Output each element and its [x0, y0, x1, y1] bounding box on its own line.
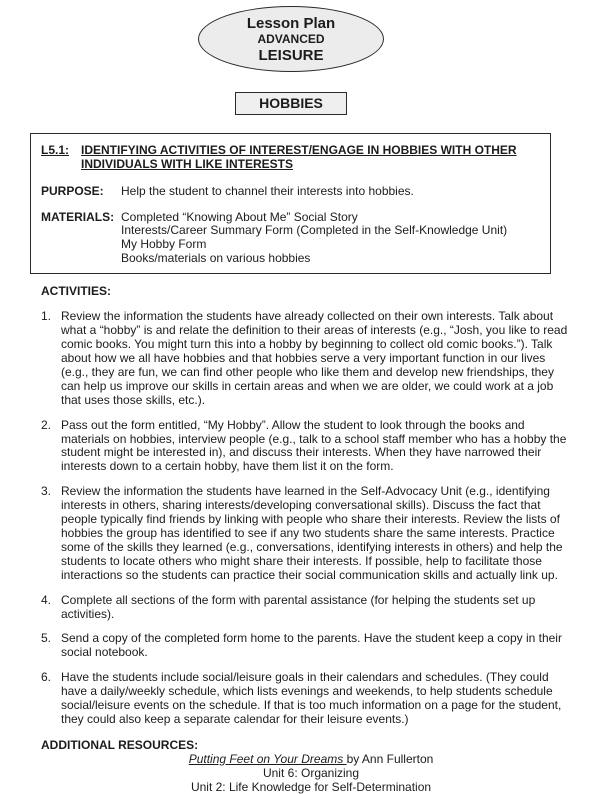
materials-item: My Hobby Form — [121, 236, 207, 251]
materials-row — [41, 211, 542, 266]
materials-list — [121, 211, 542, 266]
lesson-plan-header-ellipse — [198, 6, 384, 72]
resource-book-line — [0, 752, 600, 766]
header-line-level: ADVANCED — [257, 31, 325, 46]
materials-label: MATERIALS: — [41, 209, 115, 224]
activity-number: 1. — [41, 309, 52, 324]
purpose-text: Help the student to channel their interests into hobbies. — [121, 184, 414, 198]
activity-text: Have the students include social/leisure goals in their calendars and schedules. (They could have a daily/weekly schedule, which lists evenings and weekends, to help students schedule social/leisure events on the schedule. If that is too much information on a page for the student, they could also keep a separate calendar for their leisure events.) — [61, 670, 562, 726]
activity-number: 5. — [41, 631, 52, 646]
topic-box: HOBBIES — [235, 92, 347, 115]
materials-item: Completed “Knowing About Me” Social Story — [121, 209, 358, 224]
activity-number: 4. — [41, 592, 52, 607]
activity-number: 2. — [41, 417, 52, 432]
activity-item — [41, 594, 571, 622]
resource-book-author: by Ann Fullerton — [346, 751, 434, 766]
resource-unit-line: Unit 6: Organizing — [262, 765, 360, 780]
materials-item: Books/materials on various hobbies — [121, 250, 311, 265]
activity-item — [41, 419, 571, 475]
objective-title: IDENTIFYING ACTIVITIES OF INTEREST/ENGAGE IN HOBBIES WITH OTHER INDIVIDUALS WITH LIKE INTERESTS — [81, 143, 517, 171]
resource-unit-line: Unit 2: Life Knowledge for Self-Determination — [190, 779, 432, 794]
activity-number: 3. — [41, 484, 52, 499]
resource-book-title: Putting Feet on Your Dreams — [188, 751, 347, 766]
activity-text: Review the information the students have already collected on their own interests. Talk about what a “hobby” is and relate the definition to their areas of interests (e.g., “Josh, you like to read comic books. You might turn this into a hobby by beginning to collect old comic books.”). Talk about how we all have hobbies and that hobbies serve a very important function in our lives (e.g., they are fun, we can find other people who like them and develop new friendships, they can help us improve our skills in certain areas and when we are older, we could work at a job that uses those skills, etc.). — [61, 309, 568, 407]
activity-text: Complete all sections of the form with parental assistance (for helping the students set up activities). — [61, 592, 536, 621]
additional-resources-heading: ADDITIONAL RESOURCES: — [41, 737, 199, 752]
activity-text: Send a copy of the completed form home to the parents. Have the student keep a copy in their social notebook. — [61, 631, 562, 660]
activity-number: 6. — [41, 670, 52, 685]
objective-box — [30, 133, 551, 274]
activities-list — [41, 310, 571, 727]
materials-item: Interests/Career Summary Form (Completed in the Self-Knowledge Unit) — [121, 223, 508, 238]
objective-code: L5.1: — [41, 143, 70, 157]
activity-item — [41, 632, 571, 660]
additional-resources-list — [0, 752, 600, 794]
header-line-subject: LEISURE — [258, 46, 324, 64]
header-line-lesson-plan: Lesson Plan — [246, 14, 336, 32]
activity-text: Review the information the students have learned in the Self-Advocacy Unit (e.g., identifying interests in others, sharing interests/developing conversational skills). Discuss the fact that people typically find friends by linking with people who share their interests. Review the lists of hobbies the group has identified to see if any two students share the same interests. Practice some of the skills they learned (e.g., conversations, identifying interests in others) and help the students to locate others who might share their interests. If possible, help to facilitate those interactions so the students can practice their social communication skills and actually link up. — [61, 484, 563, 582]
purpose-label: PURPOSE: — [41, 184, 104, 198]
activity-item — [41, 485, 571, 582]
activity-item — [41, 310, 571, 407]
objective — [41, 144, 542, 171]
activities-heading: ACTIVITIES: — [41, 284, 112, 299]
purpose-row — [41, 185, 542, 199]
header-area — [0, 0, 600, 133]
activity-text: Pass out the form entitled, “My Hobby”. Allow the student to look through the books and materials on hobbies, interview people (e.g., talk to a school staff member who has a hobby the student might be interested in), and discuss their interests. When they have narrowed their interests down to a certain hobby, have them list it on the form. — [61, 417, 567, 474]
activity-item — [41, 671, 571, 727]
